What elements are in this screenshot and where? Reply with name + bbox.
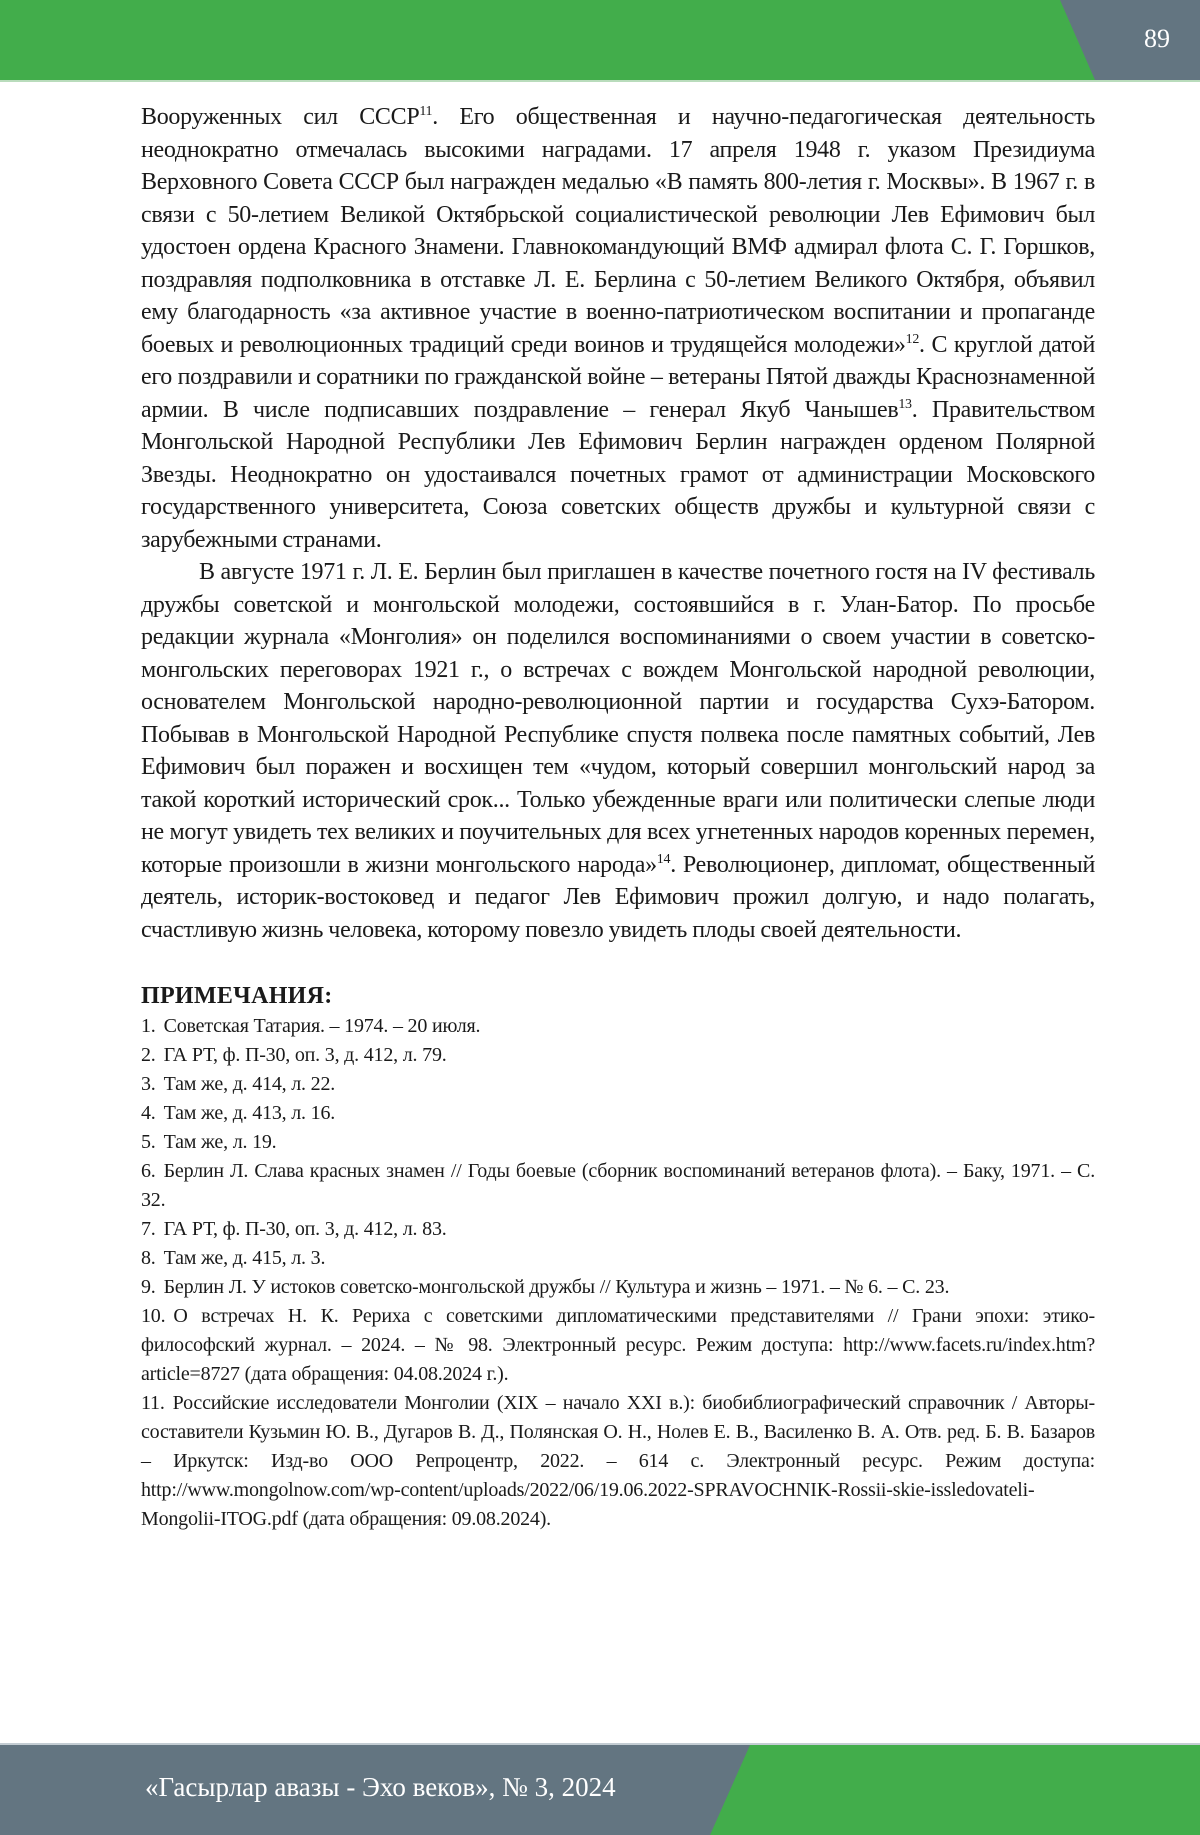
notes-list <box>141 1012 1095 1534</box>
article-body <box>141 101 1095 946</box>
note-number: 11. <box>141 1392 165 1414</box>
note-item <box>141 1302 1095 1389</box>
note-number: 9. <box>141 1276 156 1298</box>
page-header <box>0 0 1200 80</box>
footer-accent <box>710 1745 1200 1835</box>
footnote-ref[interactable]: 14 <box>656 851 671 867</box>
page-number: 89 <box>1144 24 1170 53</box>
note-text: Берлин Л. Слава красных знамен // Годы боевые (сборник воспоминаний ветеранов флота). – Баку, 1971. – С. 32. <box>141 1160 1095 1211</box>
footnote-ref[interactable]: 11 <box>419 104 433 119</box>
note-text: Российские исследователи Монголии (XIX – начало XXI в.): биобиблиографический справочник / Авторы-составители Кузьмин Ю. В., Дугаров В. Д., Полянская О. Н., Нолев Е. В., Василенко В. А. Отв. ред. Б. В. Базаров – Иркутск: Изд-во ООО Репроцентр, 2022. – 614 с. Электронный ресурс. Режим доступа: http://www.mongolnow.com/wp-content/uploads/2022/06/19.06.2022-SPRAVOCHNIK-Rossii-skie-issledovateli-Mongolii-ITOG.pdf (дата обращения: 09.08.2024). <box>141 1392 1095 1530</box>
note-number: 1. <box>141 1015 156 1037</box>
note-item <box>141 1099 1095 1128</box>
note-item <box>141 1215 1095 1244</box>
note-number: 4. <box>141 1102 156 1124</box>
note-number: 2. <box>141 1044 156 1066</box>
note-text: ГА РТ, ф. П-30, оп. 3, д. 412, л. 79. <box>163 1044 447 1066</box>
note-item <box>141 1244 1095 1273</box>
note-item <box>141 1157 1095 1215</box>
note-item <box>141 1389 1095 1534</box>
note-number: 6. <box>141 1160 156 1182</box>
journal-title: «Гасырлар авазы - Эхо веков», № 3, 2024 <box>145 1772 616 1802</box>
note-item <box>141 1012 1095 1041</box>
notes-title: ПРИМЕЧАНИЯ: <box>141 983 333 1009</box>
note-text: Там же, д. 413, л. 16. <box>163 1102 336 1124</box>
note-number: 7. <box>141 1218 156 1240</box>
note-text: Советская Татария. – 1974. – 20 июля. <box>163 1015 481 1037</box>
note-number: 3. <box>141 1073 156 1095</box>
article-paragraph <box>141 556 1095 946</box>
paragraph-text: . С круглой датой его поздравили и соратники по гражданской войне – ветераны Пятой дважды Краснознаменной армии. В числе подписавших поздравление – генерал Якуб Чанышев <box>141 331 1095 423</box>
note-number: 10. <box>141 1305 166 1327</box>
note-text: Берлин Л. У истоков советско-монгольской дружбы // Культура и жизнь – 1971. – № 6. – С. 23. <box>163 1276 950 1298</box>
header-divider <box>0 80 1200 82</box>
article-paragraph <box>141 101 1095 556</box>
paragraph-text: . Правительством Монгольской Народной Республики Лев Ефимович Берлин награжден орденом Полярной Звезды. Неоднократно он удостаивался почетных грамот от администрации Московского государственного университета, Союза советских обществ дружбы и культурной связи с зарубежными странами. <box>141 396 1095 553</box>
note-text: ГА РТ, ф. П-30, оп. 3, д. 412, л. 83. <box>163 1218 447 1240</box>
note-number: 5. <box>141 1131 156 1153</box>
article-content <box>141 101 1095 1534</box>
note-text: О встречах Н. К. Рериха с советскими дипломатическими представителями // Грани эпохи: этико-философский журнал. – 2024. – № 98. Электронный ресурс. Режим доступа: http://www.facets.ru/index.htm?article=8727 (дата обращения: 04.08.2024 г.). <box>141 1305 1095 1385</box>
note-text: Там же, л. 19. <box>163 1131 277 1153</box>
paragraph-text: . Его общественная и научно-педагогическая деятельность неоднократно отмечалась высокими наградами. 17 апреля 1948 г. указом Президиума Верховного Совета СССР был награжден медалью «В память 800-летия г. Москвы». В 1967 г. в связи с 50-летием Великой Октябрьской социалистической революции Лев Ефимович был удостоен ордена Красного Знамени. Главнокомандующий ВМФ адмирал флота С. Г. Горшков, поздравляя подполковника в отставке Л. Е. Берлина с 50-летием Великого Октября, объявил ему благодарность «за активное участие в военно-патриотическом воспитании и пропаганде боевых и революционных традиций среди воинов и трудящейся молодежи» <box>141 104 1095 358</box>
note-item <box>141 1273 1095 1302</box>
paragraph-text: В августе 1971 г. Л. Е. Берлин был приглашен в качестве почетного гостя на IV фестиваль дружбы советской и монгольской молодежи, состоявшийся в г. Улан-Батор. По просьбе редакции журнала «Монголия» он поделился воспоминаниями о своем участии в советско-монгольских переговорах 1921 г., о встречах с вождем Монгольской народной революции, основателем Монгольской народно-революционной партии и государства Сухэ-Батором. Побывав в Монгольской Народной Республике спустя полвека после памятных событий, Лев Ефимович был поражен и восхищен тем «чудом, который совершил монгольский народ за такой короткий исторический срок... Только убежденные враги или политически слепые люди не могут увидеть тех великих и поучительных для всех угнетенных народов коренных перемен, которые произошли в жизни монгольского народа» <box>141 559 1095 878</box>
note-text: Там же, д. 415, л. 3. <box>163 1247 326 1269</box>
page-footer <box>0 1745 1200 1835</box>
note-text: Там же, д. 414, л. 22. <box>163 1073 336 1095</box>
note-item <box>141 1128 1095 1157</box>
page-number-tab <box>1060 0 1200 80</box>
note-number: 8. <box>141 1247 156 1269</box>
note-item <box>141 1070 1095 1099</box>
footnote-ref[interactable]: 12 <box>905 331 920 347</box>
paragraph-text: . Революционер, дипломат, общественный деятель, историк-востоковед и педагог Лев Ефимович прожил долгую, и надо полагать, счастливую жизнь человека, которому повезло увидеть плоды своей деятельности. <box>141 851 1095 943</box>
paragraph-text: Вооруженных сил СССР <box>141 104 420 130</box>
note-item <box>141 1041 1095 1070</box>
footnote-ref[interactable]: 13 <box>898 396 912 412</box>
